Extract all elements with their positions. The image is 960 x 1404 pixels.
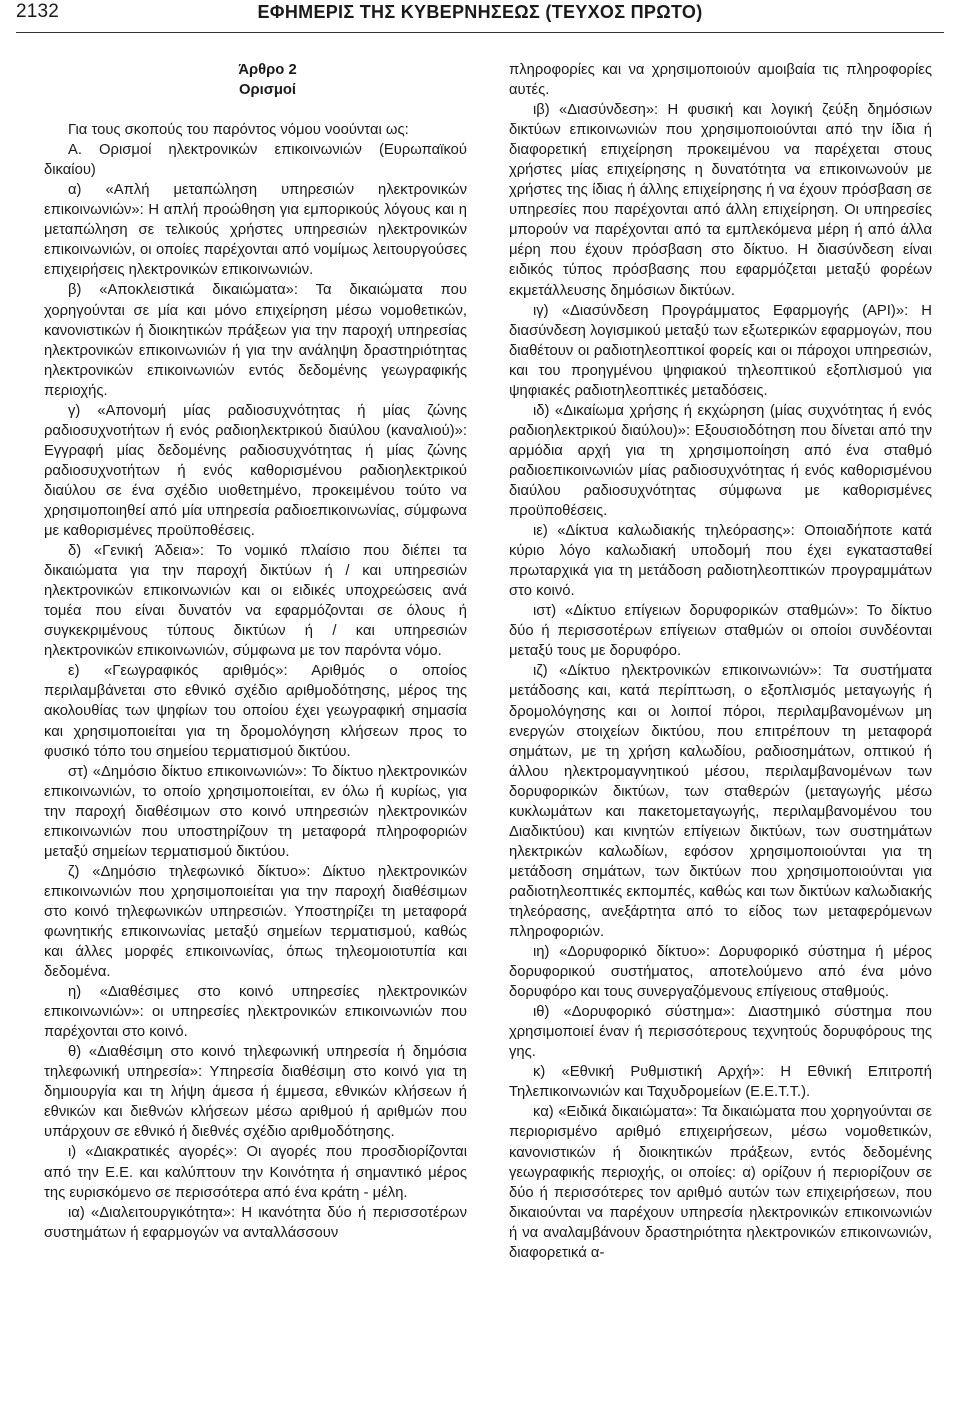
- definition-paragraph: δ) «Γενική Άδεια»: Το νομικό πλαίσιο που διέπει τα δικαιώματα για την παροχή δικτύων ή / και υπηρεσιών ηλεκτρονικών επικοινωνιών και οι ειδικές υποχρεώσεις ανά τομέα που είναι δυνατόν να εφαρμόζονται σε όλους ή συγκεκριμένους τύπους δικτύων ή / και υπηρεσιών ηλεκτρονικών επικοινωνιών, σύμφωνα με τον παρόντα νόμο.: [44, 543, 467, 660]
- article-number: Άρθρο 2: [238, 62, 297, 78]
- page-header: [0, 0, 960, 36]
- definition-paragraph: γ) «Απονομή μίας ραδιοσυχνότητας ή μίας ζώνης ραδιοσυχνοτήτων ή ενός ραδιοηλεκτρικού διαύλου (καναλιού)»: Εγγραφή μίας δεδομένης ραδιοσυχνότητας ή μίας ζώνης ραδιοσυχνοτήτων ή ενός καθορισμένου ραδιοηλεκτρικού διαύλου σε ένα σχέδιο υιοθετημένο, προκειμένου τούτο να χρησιμοποιηθεί από μία υπηρεσία ραδιοεπικοινωνίας, σύμφωνα με καθορισμένες προϋποθέσεις.: [44, 402, 467, 540]
- definition-paragraph: ιε) «Δίκτυα καλωδιακής τηλεόρασης»: Οποιαδήποτε κατά κύριο λόγο καλωδιακή υποδομή που έχει εγκατασταθεί πρωταρχικά για τη μετάδοση ραδιοτηλεοπτικών προγραμμάτων στο κοινό.: [509, 523, 932, 600]
- definition-paragraph: ιβ) «Διασύνδεση»: Η φυσική και λογική ζεύξη δημόσιων δικτύων επικοινωνιών που χρησιμοποιούνται από την ίδια ή διαφορετική επιχείρηση προκειμένου να παρέχεται στους χρήστες μίας επιχείρησης η δυνατότητα να επικοινωνούν με χρήστες της ίδιας ή άλλης επιχείρησης ή να έχουν πρόσβαση σε υπηρεσίες που παρέχονται από άλλη επιχείρηση. Οι υπηρεσίες μπορούν να παρέχονται από τα εμπλεκόμενα μέρη ή από άλλα μέρη που έχουν πρόσβαση στο δίκτυο. Η διασύνδεση είναι ειδικός τύπος πρόσβασης που εφαρμόζεται μεταξύ φορέων εκμετάλλευσης δημόσιων δικτύων.: [509, 102, 932, 299]
- definition-paragraph: β) «Αποκλειστικά δικαιώματα»: Τα δικαιώματα που χορηγούνται σε μία και μόνο επιχείρηση μέσω νομοθετικών, κανονιστικών ή διοικητικών πράξεων για την παροχή υπηρεσίας ηλεκτρονικών επικοινωνιών ή για την ανάληψη δραστηριότητας ηλεκτρονικών επικοινωνιών εντός δεδομένης γεωγραφικής περιοχής.: [44, 282, 467, 399]
- definition-paragraph: ιδ) «Δικαίωμα χρήσης ή εκχώρηση (μίας συχνότητας ή ενός ραδιοηλεκτρικού διαύλου)»: Εξουσιοδότηση που δίνεται από την αρμόδια αρχή για τη χρησιμοποίηση από ένα σταθμό ραδιοεπικοινωνιών μίας ραδιοσυχνότητας ή ενός καθορισμένου διαύλου ραδιοσυχνότητας σύμφωνα με καθορισμένες προϋποθέσεις.: [509, 402, 932, 520]
- definition-paragraph: η) «Διαθέσιμες στο κοινό υπηρεσίες ηλεκτρονικών επικοινωνιών»: οι υπηρεσίες ηλεκτρονικών επικοινωνιών που παρέχονται στο κοινό.: [44, 984, 467, 1041]
- definition-paragraph: στ) «Δημόσιο δίκτυο επικοινωνιών»: Το δίκτυο ηλεκτρονικών επικοινωνιών, το οποίο χρησιμοποιείται, εν όλω ή κυρίως, για την παροχή διαθέσιμων στο κοινό υπηρεσιών ηλεκτρονικών επικοινωνιών που υποστηρίζουν τη μεταφορά πληροφοριών μεταξύ σημείων τερματισμού δικτύου.: [44, 763, 467, 860]
- definition-paragraph: ι) «Διακρατικές αγορές»: Οι αγορές που προσδιορίζονται από την Ε.Ε. και καλύπτουν την Κοινότητα ή σημαντικό μέρος της ευρισκόμενο σε περισσότερα από ένα κράτη - μέλη.: [44, 1144, 467, 1201]
- definition-paragraph: Α. Ορισμοί ηλεκτρονικών επικοινωνιών (Ευρωπαϊκού δικαίου): [44, 142, 467, 179]
- article-title: Ορισμοί: [238, 82, 297, 99]
- definition-paragraph: ε) «Γεωγραφικός αριθμός»: Αριθμός ο οποίος περιλαμβάνεται στο εθνικό σχέδιο αριθμοδότησης, μέρος της ακολουθίας των ψηφίων του οποίου έχει γεωγραφική σημασία και χρησιμοποιείται για τη δρομολόγηση κλήσεων προς το φυσικό τόπο του σημείου τερματισμού δικτύου.: [44, 663, 467, 760]
- definition-paragraph: ιη) «Δορυφορικό δίκτυο»: Δορυφορικό σύστημα ή μέρος δορυφορικού συστήματος, αποτελούμενο από ένα μόνο δορυφόρο και τους συνεργαζόμενους επίγειους σταθμούς.: [509, 944, 932, 1001]
- right-column-body: [509, 60, 932, 1263]
- heading-spacer: [44, 100, 467, 120]
- definition-paragraph: κα) «Ειδικά δικαιώματα»: Τα δικαιώματα που χορηγούνται σε περιορισμένο αριθμό επιχειρήσεων, μέσω νομοθετικών, κανονιστικών ή διοικητικών πράξεων, εντός δεδομένης γεωγραφικής περιοχής, οι οποίες: α) ορίζουν ή περιορίζουν σε δύο ή περισσότερες τον αριθμό αυτών των επιχειρήσεων, που δικαιούνται να παρέχουν υπηρεσία ηλεκτρονικών επικοινωνιών ή να αναλαμβάνουν δραστηριότητα ηλεκτρονικών επικοινωνιών, διαφορετικά α-: [509, 1104, 932, 1261]
- definition-paragraph: θ) «Διαθέσιμη στο κοινό τηλεφωνική υπηρεσία ή δημόσια τηλεφωνική υπηρεσία»: Υπηρεσία διαθέσιμη στο κοινό για τη δημιουργία και τη λήψη άμεσα ή έμμεσα, εθνικών κλήσεων ή εθνικών και διεθνών κλήσεων μέσω αριθμού ή αριθμών που υπάρχουν σε εθνικό ή διεθνές σχέδιο αριθμοδότησης.: [44, 1044, 467, 1141]
- definition-paragraph: ζ) «Δημόσιο τηλεφωνικό δίκτυο»: Δίκτυο ηλεκτρονικών επικοινωνιών που χρησιμοποιείται για την παροχή διαθέσιμων στο κοινό τηλεφωνικών υπηρεσιών. Υποστηρίζει τη μεταφορά φωνητικής επικοινωνίας μεταξύ σημείων τερματισμού, καθώς και άλλες μορφές επικοινωνίας, όπως τηλεομοιοτυπία και δεδομένα.: [44, 863, 467, 981]
- definition-paragraph: Για τους σκοπούς του παρόντος νόμου νοούνται ως:: [68, 122, 409, 139]
- running-title: ΕΦΗΜΕΡΙΣ ΤΗΣ ΚΥΒΕΡΝΗΣΕΩΣ (ΤΕΥΧΟΣ ΠΡΩΤΟ): [257, 2, 703, 22]
- header-rule: [16, 32, 944, 33]
- definition-paragraph: α) «Απλή μεταπώληση υπηρεσιών ηλεκτρονικών επικοινωνιών»: Η απλή προώθηση για εμπορικούς λόγους και η μεταπώληση σε τελικούς χρήστες υπηρεσιών ηλεκτρονικών επικοινωνιών, οι οποίες παρέχονται από νομίμως λειτουργούσες επιχειρήσεις ηλεκτρονικών επικοινωνιών.: [44, 182, 467, 279]
- definition-paragraph: πληροφορίες και να χρησιμοποιούν αμοιβαία τις πληροφορίες αυτές.: [509, 62, 932, 99]
- right-column: [509, 60, 932, 1263]
- definition-paragraph: ιθ) «Δορυφορικό σύστημα»: Διαστημικό σύστημα που χρησιμοποιεί έναν ή περισσότερους τεχνητούς δορυφόρους της γης.: [509, 1004, 932, 1061]
- definition-paragraph: ιγ) «Διασύνδεση Προγράμματος Εφαρμογής (API)»: Η διασύνδεση λογισμικού μεταξύ των εξωτερικών εφαρμογών, που διαθέτουν οι ραδιοτηλεοπτικοί φορείς και οι πάροχοι υπηρεσιών, και του προηγμένου ψηφιακού τηλεοπτικού εξοπλισμού για ψηφιακές ραδιοτηλεοπτικές μεταδόσεις.: [509, 302, 932, 399]
- definition-paragraph: ιζ) «Δίκτυο ηλεκτρονικών επικοινωνιών»: Τα συστήματα μετάδοσης και, κατά περίπτωση, ο εξοπλισμός μεταγωγής ή δρομολόγησης και οι λοιποί πόροι, περιλαμβανομένων μη ενεργών στοιχείων δικτύου, που επιτρέπουν τη μεταφορά σημάτων, με τη χρήση καλωδίου, ραδιοσημάτων, οπτικού ή άλλου ηλεκτρομαγνητικού μέσου, περιλαμβανομένων των δορυφορικών δικτύων, των σταθερών (μεταγωγής μέσω κυκλωμάτων και πακετομεταγωγής, περιλαμβανομένου του Διαδικτύου) και κινητών επίγειων δικτύων, των συστημάτων ηλεκτρικών καλωδίων, εφόσον χρησιμοποιούνται για τη μετάδοση σημάτων, των δικτύων που χρησιμοποιούνται για ραδιοτηλεοπτικές εκπομπές, καθώς και των δικτύων καλωδιακής τηλεόρασης, ανεξάρτητα από το είδος των μεταφερόμενων πληροφοριών.: [509, 663, 932, 941]
- page-number: 2132: [16, 1, 60, 22]
- definition-paragraph: κ) «Εθνική Ρυθμιστική Αρχή»: Η Εθνική Επιτροπή Τηλεπικοινωνιών και Ταχυδρομείων (Ε.Ε.Τ.Τ.).: [509, 1064, 932, 1101]
- left-column: [44, 60, 467, 1243]
- left-column-body: [44, 120, 467, 1243]
- definition-paragraph: ιστ) «Δίκτυο επίγειων δορυφορικών σταθμών»: Το δίκτυο δύο ή περισσοτέρων επίγειων σταθμών οι οποίοι συνδέονται μεταξύ τους με δορυφόρο.: [509, 603, 932, 660]
- definition-paragraph: ια) «Διαλειτουργικότητα»: Η ικανότητα δύο ή περισσοτέρων συστημάτων ή εφαρμογών να ανταλλάσσουν: [44, 1204, 467, 1241]
